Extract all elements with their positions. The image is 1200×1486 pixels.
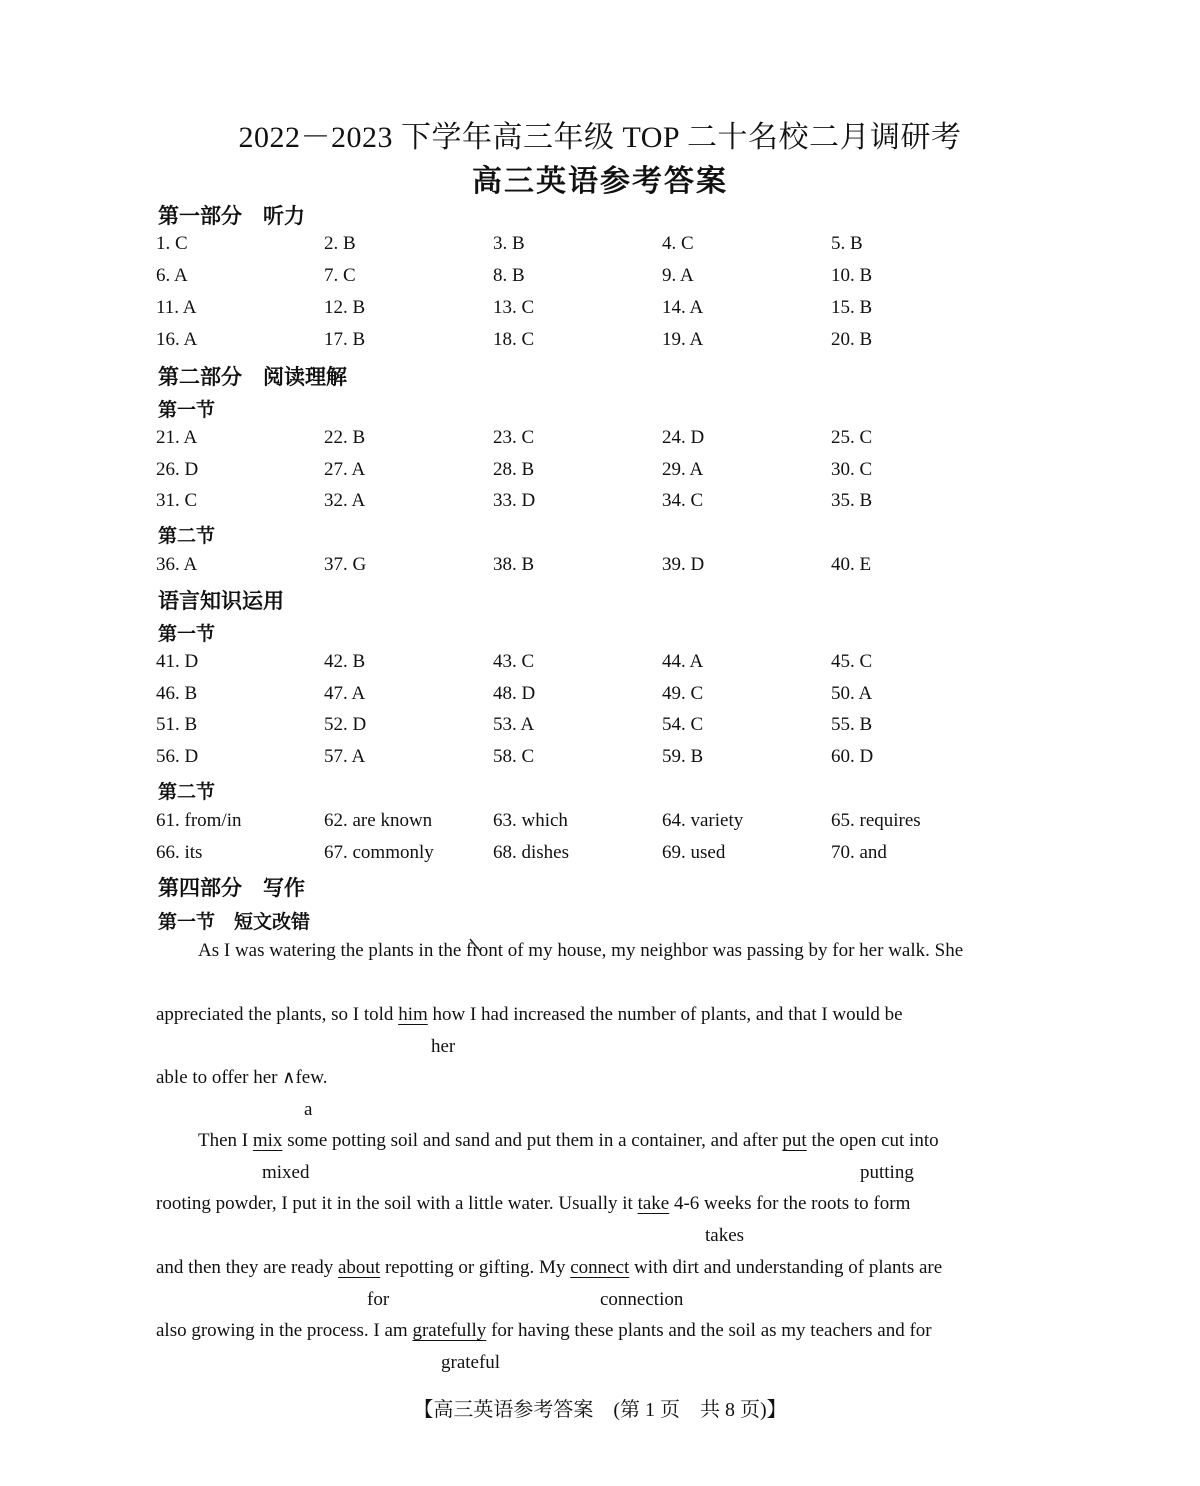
answer-item: 27. A (324, 459, 366, 480)
answer-row (0, 554, 1200, 580)
answer-item: 10. B (831, 265, 873, 286)
correction-word: mixed (262, 1162, 310, 1183)
error-word: put (782, 1130, 807, 1151)
correction-word: a (304, 1099, 313, 1120)
answer-item: 30. C (831, 459, 873, 480)
answer-item: 47. A (324, 683, 366, 704)
exam-title: 2022－2023 下学年高三年级 TOP 二十名校二月调研考 (238, 121, 962, 154)
insert-caret-icon: ∧ (282, 1067, 296, 1088)
answer-item: 63. which (493, 810, 568, 831)
part3-heading: 语言知识运用 (158, 589, 284, 613)
page-footer: 【高三英语参考答案 (第 1 页 共 8 页)】 (413, 1399, 787, 1421)
answer-item: 46. B (156, 683, 198, 704)
answer-item: 60. D (831, 746, 874, 767)
answer-item: 62. are known (324, 810, 433, 831)
error-word: take (637, 1193, 670, 1214)
answer-item: 61. from/in (156, 810, 242, 831)
answer-item: 20. B (831, 329, 873, 350)
answer-item: 58. C (493, 746, 535, 767)
answer-item: 50. A (831, 683, 873, 704)
answer-item: 8. B (493, 265, 525, 286)
correction-word: connection (600, 1289, 684, 1310)
essay-text: and then they are ready (156, 1257, 338, 1278)
answer-item: 54. C (662, 714, 704, 735)
essay-line (156, 1257, 942, 1279)
answer-item: 39. D (662, 554, 705, 575)
correction-word: takes (705, 1225, 745, 1246)
essay-line: As I was watering the plants in the front of my house, my neighbor was passing by for her walk. She (198, 940, 964, 961)
error-word: gratefully (412, 1320, 487, 1341)
essay-text: rooting powder, I put it in the soil with a little water. Usually it (156, 1193, 638, 1214)
answer-row (0, 746, 1200, 772)
answer-item: 35. B (831, 490, 873, 511)
answer-item: 34. C (662, 490, 704, 511)
essay-text: some potting soil and sand and put them in a container, and after (282, 1130, 783, 1151)
answer-item: 66. its (156, 842, 203, 863)
answer-item: 5. B (831, 233, 863, 254)
essay-line (156, 1067, 327, 1089)
essay-text: with dirt and understanding of plants are (629, 1257, 943, 1278)
part4-heading: 第四部分 写作 (158, 876, 305, 900)
answer-item: 24. D (662, 427, 705, 448)
part4-section1-heading: 第一节 短文改错 (158, 912, 311, 933)
error-word: mix (252, 1130, 283, 1151)
answer-item: 2. B (324, 233, 356, 254)
answer-item: 9. A (662, 265, 694, 286)
essay-text: 4-6 weeks for the roots to form (669, 1193, 911, 1214)
essay-text: Then I (198, 1130, 253, 1151)
answer-item: 55. B (831, 714, 873, 735)
essay-text: the open cut into (806, 1130, 939, 1151)
essay-line (156, 1193, 910, 1215)
essay-text: for having these plants and the soil as my teachers and for (486, 1320, 932, 1341)
answer-row (0, 265, 1200, 291)
answer-item: 31. C (156, 490, 198, 511)
answer-item: 68. dishes (493, 842, 569, 863)
answer-item: 40. E (831, 554, 872, 575)
answer-item: 64. variety (662, 810, 744, 831)
answer-item: 45. C (831, 651, 873, 672)
answer-row (0, 714, 1200, 740)
error-word: him (398, 1004, 428, 1025)
answer-key-title: 高三英语参考答案 (472, 165, 728, 198)
answer-row (0, 427, 1200, 453)
answer-item: 29. A (662, 459, 704, 480)
part1-heading: 第一部分 听力 (158, 204, 305, 228)
answer-item: 26. D (156, 459, 199, 480)
answer-row (0, 329, 1200, 355)
answer-item: 16. A (156, 329, 198, 350)
answer-item: 48. D (493, 683, 536, 704)
answer-item: 21. A (156, 427, 198, 448)
answer-item: 23. C (493, 427, 535, 448)
error-word: about (338, 1257, 381, 1278)
answer-item: 44. A (662, 651, 704, 672)
answer-item: 7. C (324, 265, 356, 286)
part2-heading: 第二部分 阅读理解 (158, 365, 347, 389)
essay-text: repotting or gifting. My (380, 1257, 571, 1278)
answer-item: 42. B (324, 651, 366, 672)
answer-item: 14. A (662, 297, 704, 318)
answer-row (0, 651, 1200, 677)
essay-text: appreciated the plants, so I told (156, 1004, 399, 1025)
essay-text: able to offer her (156, 1067, 283, 1088)
answer-item: 49. C (662, 683, 704, 704)
part3-section1-heading: 第一节 (158, 624, 216, 645)
answer-item: 53. A (493, 714, 535, 735)
answer-item: 70. and (831, 842, 887, 863)
error-word: connect (570, 1257, 630, 1278)
essay-text: few. (295, 1067, 328, 1088)
answer-item: 4. C (662, 233, 694, 254)
answer-item: 11. A (156, 297, 197, 318)
answer-item: 17. B (324, 329, 366, 350)
answer-item: 18. C (493, 329, 535, 350)
answer-row (0, 233, 1200, 259)
answer-item: 38. B (493, 554, 535, 575)
answer-item: 57. A (324, 746, 366, 767)
answer-item: 15. B (831, 297, 873, 318)
answer-item: 52. D (324, 714, 367, 735)
answer-item: 3. B (493, 233, 525, 254)
answer-item: 33. D (493, 490, 536, 511)
correction-word: her (431, 1036, 456, 1057)
part2-section1-heading: 第一节 (158, 400, 216, 421)
answer-row (0, 683, 1200, 709)
correction-word: grateful (441, 1352, 501, 1373)
answer-item: 41. D (156, 651, 199, 672)
part2-section2-heading: 第二节 (158, 526, 216, 547)
answer-item: 32. A (324, 490, 366, 511)
essay-text: also growing in the process. I am (156, 1320, 413, 1341)
answer-row (0, 810, 1200, 836)
answer-item: 43. C (493, 651, 535, 672)
answer-item: 56. D (156, 746, 199, 767)
answer-item: 51. B (156, 714, 198, 735)
answer-item: 69. used (662, 842, 726, 863)
answer-row (0, 459, 1200, 485)
essay-line (156, 1320, 932, 1342)
answer-row (0, 490, 1200, 516)
essay-line (198, 1130, 939, 1152)
essay-text: how I had increased the number of plants, and that I would be (427, 1004, 903, 1025)
answer-item: 22. B (324, 427, 366, 448)
answer-item: 1. C (156, 233, 188, 254)
answer-item: 67. commonly (324, 842, 434, 863)
answer-row (0, 297, 1200, 323)
answer-item: 28. B (493, 459, 535, 480)
answer-item: 6. A (156, 265, 188, 286)
answer-item: 13. C (493, 297, 535, 318)
essay-line (156, 1004, 903, 1026)
answer-item: 59. B (662, 746, 704, 767)
answer-row (0, 842, 1200, 868)
answer-item: 19. A (662, 329, 704, 350)
answer-item: 36. A (156, 554, 198, 575)
correction-word: for (367, 1289, 390, 1310)
answer-item: 12. B (324, 297, 366, 318)
answer-item: 25. C (831, 427, 873, 448)
answer-item: 65. requires (831, 810, 921, 831)
correction-word: putting (860, 1162, 914, 1183)
part3-section2-heading: 第二节 (158, 782, 216, 803)
answer-item: 37. G (324, 554, 367, 575)
